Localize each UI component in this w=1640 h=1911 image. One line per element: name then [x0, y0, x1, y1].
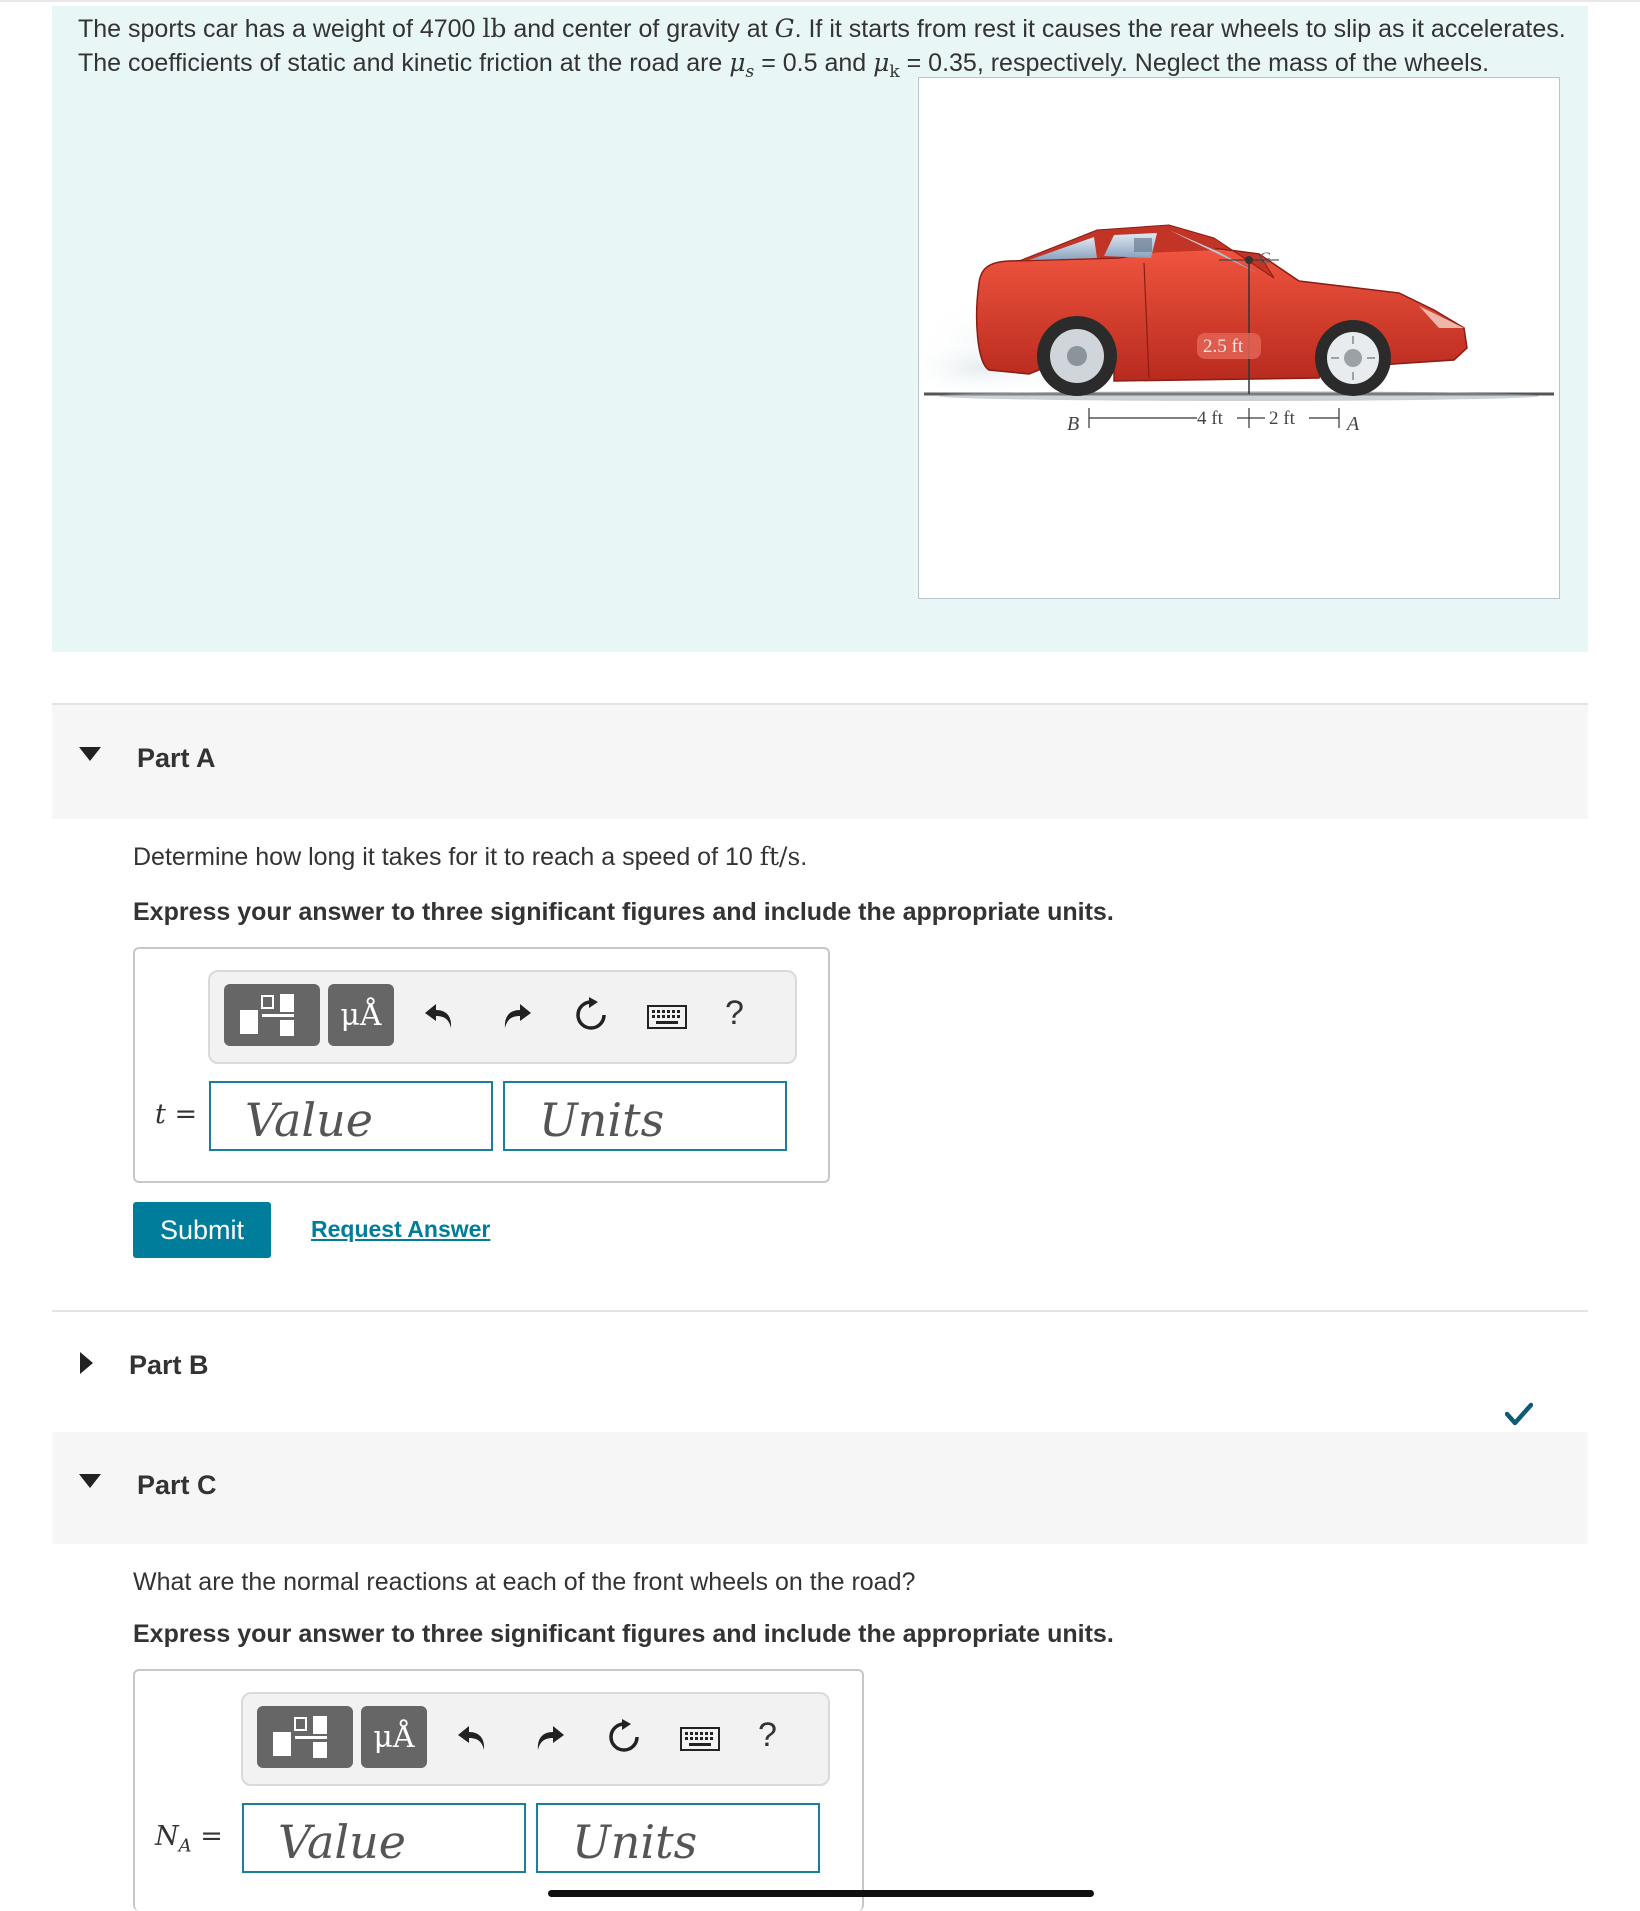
front-wheel — [1315, 320, 1391, 396]
redo-icon[interactable] — [533, 1720, 567, 1754]
problem-statement — [52, 6, 1588, 652]
undo-icon[interactable] — [455, 1720, 489, 1754]
part-a-units-input[interactable]: Units — [503, 1081, 787, 1151]
units-button[interactable]: μÅ — [328, 984, 394, 1046]
math-toolbar — [241, 1692, 830, 1786]
part-c-title: Part C — [137, 1470, 217, 1500]
label-a: A — [1347, 413, 1360, 435]
part-c-question: What are the normal reactions at each of the front wheels on the road? — [133, 1568, 916, 1596]
reset-icon[interactable] — [605, 1718, 643, 1756]
part-a-question: Determine how long it takes for it to reach a speed of 10 ft/s. — [133, 842, 808, 871]
request-answer-link[interactable]: Request Answer — [311, 1216, 491, 1242]
car-diagram — [919, 78, 1559, 598]
var-na-label: $N_A$ = — [155, 1821, 223, 1857]
var-t-label: t = — [155, 1099, 198, 1130]
part-a-instruction: Express your answer to three significant figures and include the appropriate units. — [133, 898, 1114, 926]
part-b-header[interactable] — [52, 1310, 1588, 1432]
dim-front-label: 2 ft — [1269, 408, 1295, 429]
undo-icon[interactable] — [422, 998, 456, 1032]
units-button[interactable]: μÅ — [361, 1706, 427, 1768]
templates-icon — [224, 984, 320, 1046]
part-a-title: Part A — [137, 743, 216, 773]
part-c-instruction: Express your answer to three significant figures and include the appropriate units. — [133, 1620, 1114, 1648]
part-c-answer-box — [133, 1669, 864, 1911]
caret-down-icon — [79, 747, 101, 761]
part-c-units-input[interactable]: Units — [536, 1803, 820, 1873]
label-b: B — [1067, 413, 1080, 435]
help-button[interactable]: ? — [758, 1716, 777, 1754]
cg-marker — [1245, 256, 1253, 264]
templates-icon — [257, 1706, 353, 1768]
car-figure[interactable] — [918, 77, 1560, 599]
dim-rear-label: 4 ft — [1197, 408, 1223, 429]
math-toolbar — [208, 970, 797, 1064]
problem-text: The sports car has a weight of 4700 lb and center of gravity at G. If it starts from rest it causes the rear wheels to slip as it accelerates. The coefficients of static and kinetic friction at the road are $\mu_s = 0.5$ and $\mu_k = 0.35$, respectively. Neglect the mass of the wheels. — [78, 14, 1566, 82]
part-a-answer-box — [133, 947, 830, 1183]
submit-button[interactable]: Submit — [133, 1202, 271, 1258]
templates-button[interactable] — [224, 984, 320, 1046]
part-a-header[interactable] — [52, 703, 1588, 819]
reset-icon[interactable] — [572, 996, 610, 1034]
keyboard-icon[interactable] — [680, 1727, 720, 1753]
caret-right-icon — [80, 1352, 93, 1374]
redo-icon[interactable] — [500, 998, 534, 1032]
part-a-value-input[interactable]: Value — [209, 1081, 493, 1151]
templates-button[interactable] — [257, 1706, 353, 1768]
dim-height-label: 2.5 ft — [1203, 336, 1244, 357]
caret-down-icon — [79, 1474, 101, 1488]
part-b-title: Part B — [129, 1350, 209, 1380]
checkmark-icon — [1505, 1402, 1533, 1426]
rear-window — [1029, 237, 1097, 260]
help-button[interactable]: ? — [725, 994, 744, 1032]
label-g: G — [1259, 250, 1271, 267]
keyboard-icon[interactable] — [647, 1005, 687, 1031]
rear-wheel — [1037, 316, 1117, 396]
horizontal-scrollbar[interactable] — [548, 1890, 1094, 1897]
part-c-value-input[interactable]: Value — [242, 1803, 526, 1873]
part-c-header[interactable] — [52, 1432, 1588, 1544]
